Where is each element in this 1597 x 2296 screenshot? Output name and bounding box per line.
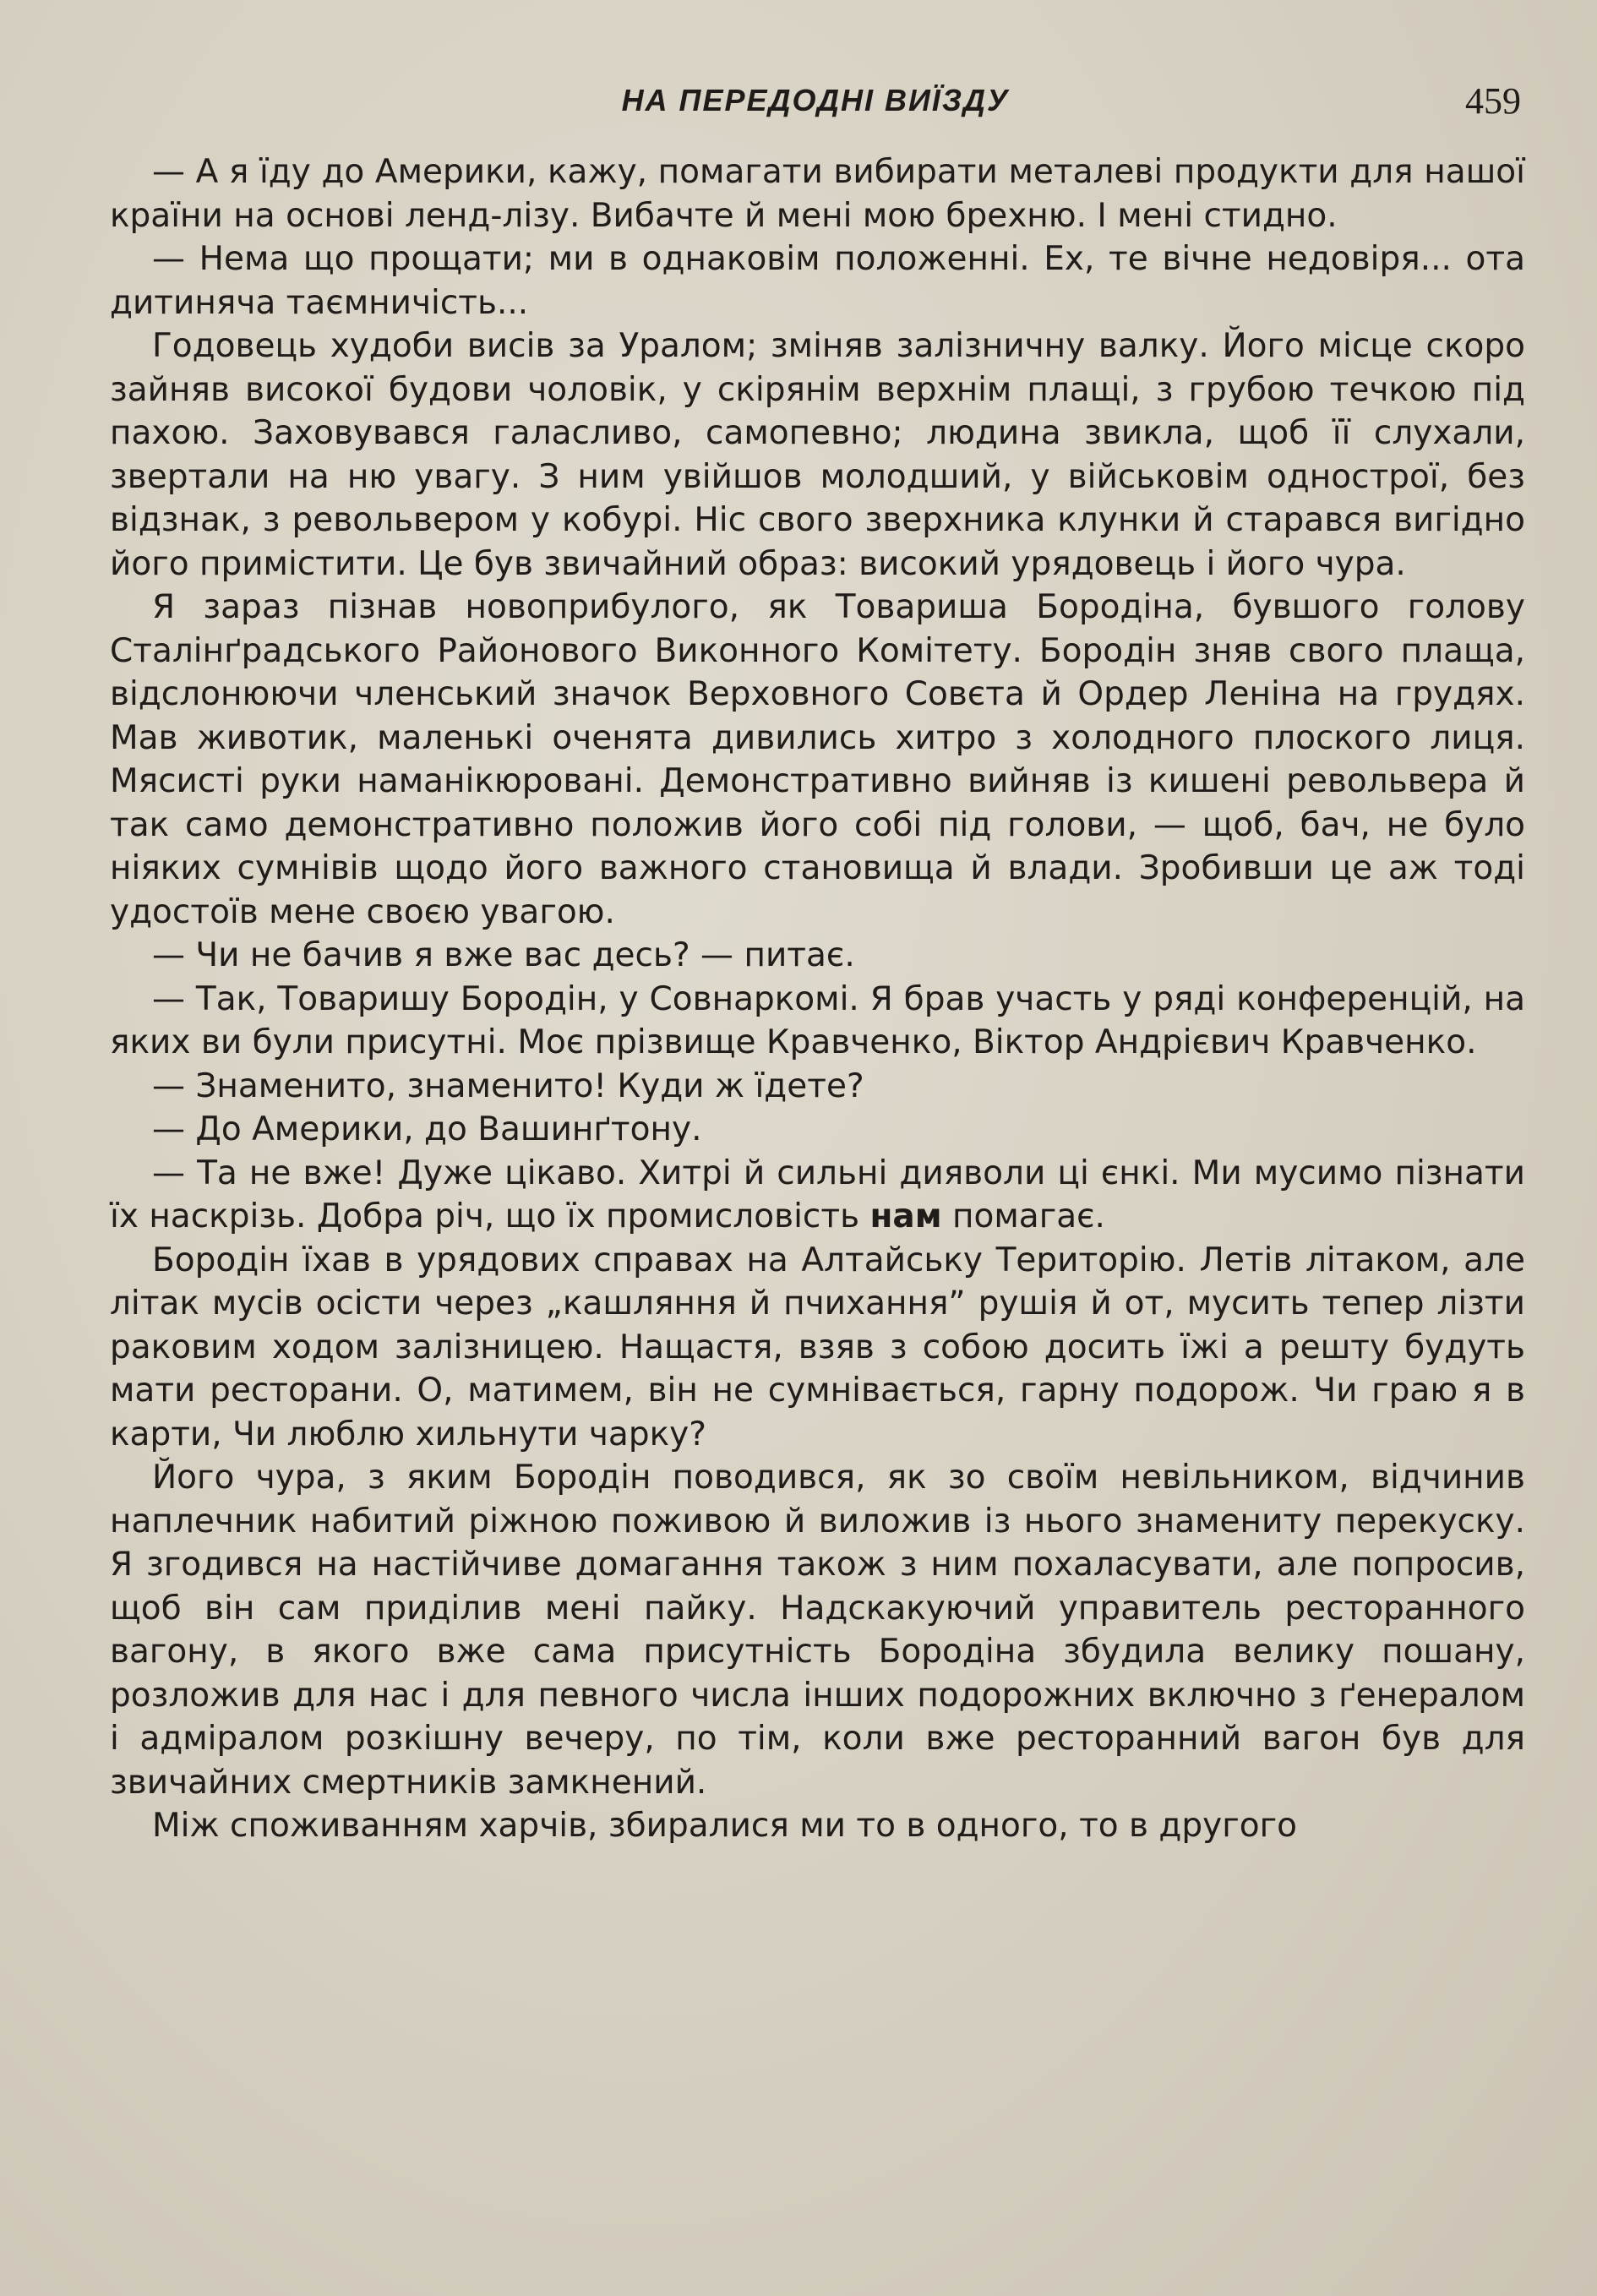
paragraph-1: — А я їду до Америки, кажу, помагати вибирати металеві продукти для нашої країни на основі ленд-лізу. Вибачте й мені мою брехню. І мені стидно.: [110, 153, 1525, 235]
paragraph-9: [110, 1152, 1525, 1239]
paragraph-9-tail: помагає.: [941, 1197, 1105, 1235]
paragraph-10: Бородін їхав в урядових справах на Алтайську Територію. Летів літаком, але літак мусів осісти через „кашляння й пчихання” рушія й от, мусить тепер лізти раковим ходом залізницею. Нащастя, взяв з собою досить їжі а решту будуть мати ресторани. О, матимем, він не сумнівається, гарну подорож. Чи граю я в карти, Чи люблю хильнути чарку?: [110, 1241, 1525, 1453]
paragraph-7: — Знаменито, знаменито! Куди ж їдете?: [152, 1066, 864, 1105]
paragraph-2: — Нема що прощати; ми в однаковім положенні. Ех, те вічне недовіря... ота дитиняча таємничість...: [110, 240, 1525, 322]
running-title: НА ПЕРЕДОДНІ ВИЇЗДУ: [621, 83, 1010, 117]
bold-word: нам: [869, 1197, 942, 1235]
paragraph-8: — До Америки, до Вашинґтону.: [152, 1110, 702, 1148]
page-number: 459: [1465, 80, 1521, 122]
paragraph-12: Між споживанням харчів, збиралися ми то в одного, то в другого: [152, 1807, 1297, 1845]
paragraph-9-text: — Та не вже! Дуже цікаво. Хитрі й сильні дияволи ці єнкі. Ми мусимо пізнати їх наскрізь. Добра річ, що їх промисловість: [110, 1153, 1525, 1235]
running-head: [110, 80, 1521, 134]
paragraph-11: Його чура, з яким Бородін поводився, як зо своїм невільником, відчинив наплечник набитий ріжною поживою й виложив із нього знамениту перекуску. Я згодився на настійчиве домагання також з ним похаласувати, але попросив, щоб він сам приділив мені пайку. Надскакуючий управитель ресторанного вагону, в якого вже сама присутність Бородіна збудила велику пошану, розложив для нас і для певного числа інших подорожних включно з ґенералом і адміралом розкішну вечеру, по тім, коли вже ресторанний вагон був для звичайних смертників замкнений.: [110, 1459, 1525, 1802]
paragraph-5: — Чи не бачив я вже вас десь? — питає.: [152, 936, 855, 974]
paragraph-3: Годовець худоби висів за Уралом; зміняв залізничну валку. Його місце скоро зайняв високої будови чоловік, у скірянім верхнім плащі, з грубою течкою під пахою. Заховувався галасливо, самопевно; людина звикла, щоб її слухали, звертали на ню увагу. З ним увійшов молодший, у військовім однострої, без відзнак, з револьвером у кобурі. Ніс свого зверхника клунки й старався вигідно його примістити. Це був звичайний образ: високий урядовець і його чура.: [110, 327, 1525, 583]
body-text: [110, 150, 1525, 1848]
paragraph-6: — Так, Товаришу Бородін, у Совнаркомі. Я брав участь у ряді конференцій, на яких ви були присутні. Моє прізвище Кравченко, Віктор Андрієвич Кравченко.: [110, 979, 1525, 1061]
paragraph-4: Я зараз пізнав новоприбулого, як Товариша Бородіна, бувшого голову Сталінґрадського Районового Виконного Комітету. Бородін зняв свого плаща, відслонюючи членський значок Верховного Совєта й Ордер Леніна на грудях. Мав животик, маленькі оченята дивились хитро з холодного плоского лиця. Мясисті руки наманікюровані. Демонстративно вийняв із кишені револьвера й так само демонстративно положив його собі під голови, — щоб, бач, не було ніяких сумнівів щодо його важного становища й влади. Зробивши це аж тоді удостоїв мене своєю увагою.: [110, 588, 1525, 931]
